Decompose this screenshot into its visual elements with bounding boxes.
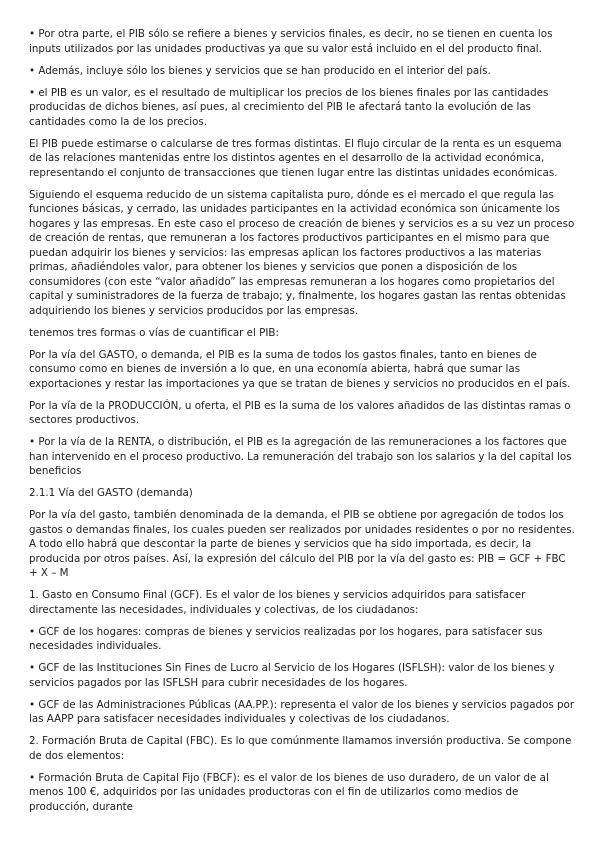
bullet-paragraph-public-administrations: • GCF de las Administraciones Públicas (AA.PP.): representa el valor de los bienes y servicios pagados por las AAPP para satisfacer necesidades individuales y colectivas de los ciudadanos. <box>29 698 575 725</box>
paragraph-production-approach: Por la vía de la PRODUCCIÓN, u oferta, el PIB es la suma de los valores añadidos de las distintas ramas o sectores productivos. <box>29 399 571 426</box>
paragraph-spending-approach: Por la vía del GASTO, o demanda, el PIB es la suma de todos los gastos finales, tanto en bienes de consumo como en bienes de inversión a lo que, en una economía abierta, habrá que sumar las exportaciones y restar las importaciones ya que se tratan de bienes y servicios no producidos en el país. <box>29 348 571 390</box>
paragraph-three-ways: tenemos tres formas o vías de cuantificar el PIB: <box>29 326 279 339</box>
list-item-final-consumption: 1. Gasto en Consumo Final (GCF). Es el valor de los bienes y servicios adquiridos para satisfacer directamente las necesidades, individuales y colectivas, de los ciudadanos: <box>29 589 526 616</box>
bullet-paragraph-households: • GCF de los hogares: compras de bienes y servicios realizadas por los hogares, para satisfacer sus necesidades individuales. <box>29 625 543 652</box>
section-heading-spending: 2.1.1 Vía del GASTO (demanda) <box>29 487 193 499</box>
paragraph-spending-formula: Por la vía del gasto, también denominada de la demanda, el PIB se obtiene por agregación de todos los gastos o demandas finales, los cuales pueden ser realizados por unidades residentes o por no residentes. A todo ello habrá que descontar la parte de bienes y servicios que ha sido importada, es decir, la producida por otros países. Así, la expresión del cálculo del PIB por la vía del gasto es: PIB = GCF + FBC + X – M <box>29 509 575 579</box>
bullet-paragraph-income-approach: • Por la vía de la RENTA, o distribución, el PIB es la agregación de las remuneraciones a los factores que han intervenido en el proceso productivo. La remuneración del trabajo son los salarios y la del capital los beneficios <box>29 436 572 477</box>
paragraph-three-methods-intro: El PIB puede estimarse o calcularse de tres formas distintas. El flujo circular de la renta es un esquema de las relaciones mantenidas entre los distintos agentes en el desarrollo de la actividad económica, representando el conjunto de transacciones que tienen lugar entre las distintas unidades económicas. <box>29 137 562 179</box>
paragraph-capitalist-scheme: Siguiendo el esquema reducido de un sistema capitalista puro, dónde es el mercado el que regula las funciones básicas, y cerrado, las unidades participantes en la actividad económica son únicamente los hogares y las empresas. En este caso el proceso de creación de bienes y servicios es a su vez un proceso de creación de rentas, que remuneran a los factores productivos participantes en el mismo para que puedan adquirir los bienes y servicios: las empresas aplican los factores productivos a las materias primas, añadiéndoles valor, para obtener los bienes y servicios que ponen a disposición de los consumidores (con este “valor añadido” las empresas remuneran a los hogares como propietarios del capital y suministradores de la fuerza de trabajo; y, finalmente, los hogares gastan las rentas obtenidas adquiriendo los bienes y servicios producidos por las empresas. <box>29 188 575 317</box>
bullet-paragraph-domestic-production: • Además, incluye sólo los bienes y servicios que se han producido en el interior del país. <box>29 64 491 77</box>
bullet-paragraph-pib-value: • el PIB es un valor, es el resultado de multiplicar los precios de los bienes finales por las cantidades producidas de dichos bienes, así pues, al crecimiento del PIB le afectará tanto la evolución de las cantidades como la de los precios. <box>29 86 549 128</box>
bullet-paragraph-isflsh: • GCF de las Instituciones Sin Fines de Lucro al Servicio de los Hogares (ISFLSH): valor de los bienes y servicios pagados por las ISFLSH para cubrir necesidades de los hogares. <box>29 662 555 689</box>
bullet-paragraph-final-goods: • Por otra parte, el PIB sólo se refiere a bienes y servicios finales, es decir, no se tienen en cuenta los inputs utilizados por las unidades productivas ya que su valor está incluido en el del producto final. <box>29 28 553 55</box>
bullet-paragraph-fixed-capital: • Formación Bruta de Capital Fijo (FBCF): es el valor de los bienes de uso duradero, de un valor de al menos 100 €, adquiridos por las unidades productoras con el fin de utilizarlos como medios de producción, durante <box>29 771 549 813</box>
list-item-gross-capital-formation: 2. Formación Bruta de Capital (FBC). Es lo que comúnmente llamamos inversión productiva. Se compone de dos elementos: <box>29 735 572 762</box>
